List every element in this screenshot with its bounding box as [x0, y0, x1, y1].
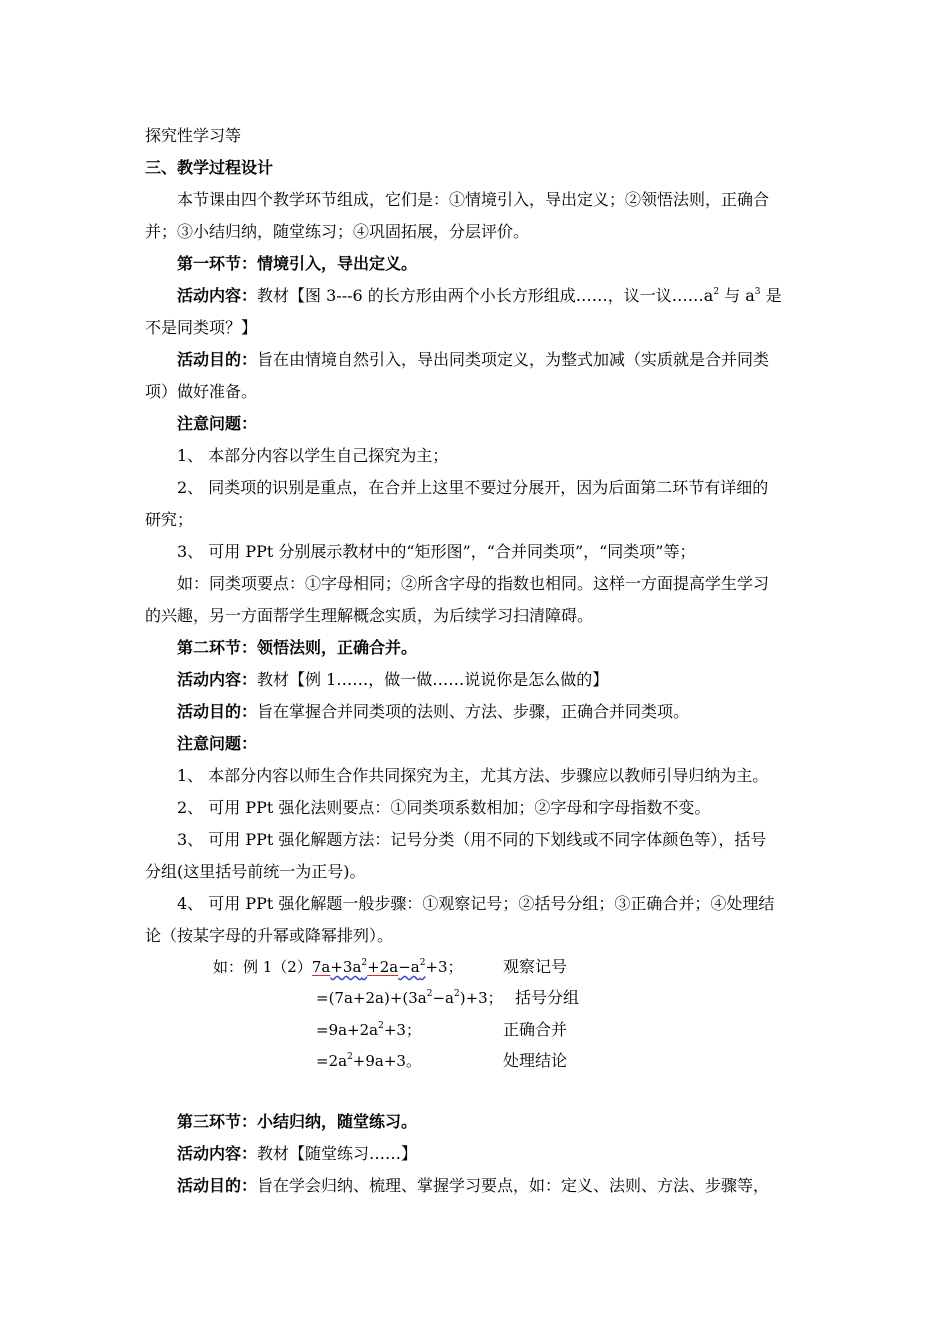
term: +3；	[425, 958, 463, 976]
section-heading: 三、教学过程设计	[145, 158, 274, 177]
stage-2-note-3-line-2: 分组(这里括号前统一为正号)。	[145, 862, 366, 881]
term: −a	[398, 958, 420, 976]
stage-1-activity-goal	[177, 350, 810, 370]
expr: =2a	[316, 1052, 348, 1070]
label: 活动内容：	[177, 286, 258, 305]
stage-1-note-3: 3、 可用 PPt 分别展示教材中的“矩形图”，“合并同类项”，“同类项”等；	[177, 542, 696, 561]
label: 活动内容：	[177, 670, 258, 689]
exponent: 2	[426, 989, 433, 999]
example-prefix: 如：例 1（2）	[213, 958, 312, 976]
term-underlined: +2a	[367, 958, 399, 976]
example-step-1	[213, 957, 463, 977]
stage-2-notes-heading: 注意问题：	[177, 734, 258, 753]
exponent: 2	[361, 958, 368, 968]
stage-2-note-4: 4、 可用 PPt 强化解题一般步骤：①观察记号；②括号分组；③正确合并；④处理结	[177, 894, 775, 913]
stage-1-notes-heading: 注意问题：	[177, 414, 258, 433]
expr: +9a+3。	[352, 1052, 421, 1070]
exponent: 2	[378, 1021, 384, 1031]
example-step-3	[316, 1020, 421, 1040]
example-step-1-note: 观察记号	[503, 957, 568, 976]
text: 与 a	[719, 286, 755, 305]
label: 活动内容：	[177, 1144, 258, 1163]
exponent: 2	[713, 287, 720, 297]
example-step-4-note: 处理结论	[503, 1051, 568, 1070]
stage-3-heading: 第三环节：小结归纳，随堂练习。	[177, 1112, 418, 1131]
stage-2-activity-goal	[177, 702, 842, 722]
stage-3-activity-goal	[177, 1176, 810, 1196]
stage-1-note-1: 1、 本部分内容以学生自己探究为主；	[177, 446, 449, 465]
stage-2-note-1: 1、 本部分内容以师生合作共同探究为主，尤其方法、步骤应以教师引导归纳为主。	[177, 766, 769, 785]
stage-1-note-2: 2、 同类项的识别是重点，在合并上这里不要过分展开，因为后面第二环节有详细的	[177, 478, 769, 497]
expr: =(7a+2a)+(3a	[316, 989, 427, 1007]
exponent: 3	[754, 287, 761, 297]
stage-1-activity-content	[177, 286, 810, 306]
expr: +3；	[383, 1021, 421, 1039]
expr: =9a+2a	[316, 1021, 379, 1039]
stage-1-example-line-1: 如：同类项要点：①字母相同；②所含字母的指数也相同。这样一方面提高学生学习	[177, 574, 770, 593]
example-step-3-note: 正确合并	[503, 1020, 568, 1039]
label: 活动目的：	[177, 702, 258, 721]
stage-1-heading: 第一环节：情境引入，导出定义。	[177, 254, 418, 273]
expr: )+3；	[459, 989, 503, 1007]
example-step-2-note: 括号分组	[515, 988, 580, 1007]
stage-1-note-2-line-2: 研究；	[145, 510, 194, 529]
stage-3-activity-content	[177, 1144, 842, 1164]
stage-1-example-line-2: 的兴趣，另一方面帮学生理解概念实质，为后续学习扫清障碍。	[145, 606, 594, 625]
term-underlined	[398, 958, 425, 976]
stage-2-heading: 第二环节：领悟法则，正确合并。	[177, 638, 418, 657]
stage-2-note-4-line-2: 论（按某字母的升幂或降幂排列）。	[145, 926, 394, 945]
example-step-2	[316, 988, 503, 1008]
term-underlined	[330, 958, 367, 976]
stage-2-note-3: 3、 可用 PPt 强化解题方法：记号分类（用不同的下划线或不同字体颜色等），括号	[177, 830, 767, 849]
expr: −a	[432, 989, 454, 1007]
term-underlined: 7a	[311, 958, 331, 976]
stage-2-note-2: 2、 可用 PPt 强化法则要点：①同类项系数相加；②字母和字母指数不变。	[177, 798, 711, 817]
text: 旨在由情境自然引入，导出同类项定义，为整式加减（实质就是合并同类	[257, 350, 770, 369]
text: 旨在学会归纳、梳理、掌握学习要点，如：定义、法则、方法、步骤等，	[257, 1176, 770, 1195]
exponent: 2	[419, 958, 426, 968]
text: 教材【随堂练习……】	[257, 1144, 418, 1163]
label: 活动目的：	[177, 1176, 258, 1195]
exponent: 2	[453, 989, 460, 999]
text: 教材【例 1……，做一做……说说你是怎么做的】	[257, 670, 609, 689]
stage-2-activity-content	[177, 670, 842, 690]
term: +3a	[330, 958, 362, 976]
text: 旨在掌握合并同类项的法则、方法、步骤，正确合并同类项。	[257, 702, 690, 721]
stage-1-activity-content-line-2: 不是同类项？】	[145, 318, 258, 337]
paragraph-continuation: 探究性学习等	[145, 126, 242, 145]
stage-1-activity-goal-line-2: 项）做好准备。	[145, 382, 258, 401]
label: 活动目的：	[177, 350, 258, 369]
text: 是	[760, 286, 782, 305]
intro-paragraph-line-1: 本节课由四个教学环节组成，它们是：①情境引入，导出定义；②领悟法则，正确合	[177, 190, 770, 209]
exponent: 2	[347, 1052, 353, 1062]
text: 教材【图 3---6 的长方形由两个小长方形组成……，议一议……a	[257, 286, 714, 305]
example-step-4	[316, 1051, 421, 1071]
intro-paragraph-line-2: 并；③小结归纳，随堂练习；④巩固拓展，分层评价。	[145, 222, 530, 241]
